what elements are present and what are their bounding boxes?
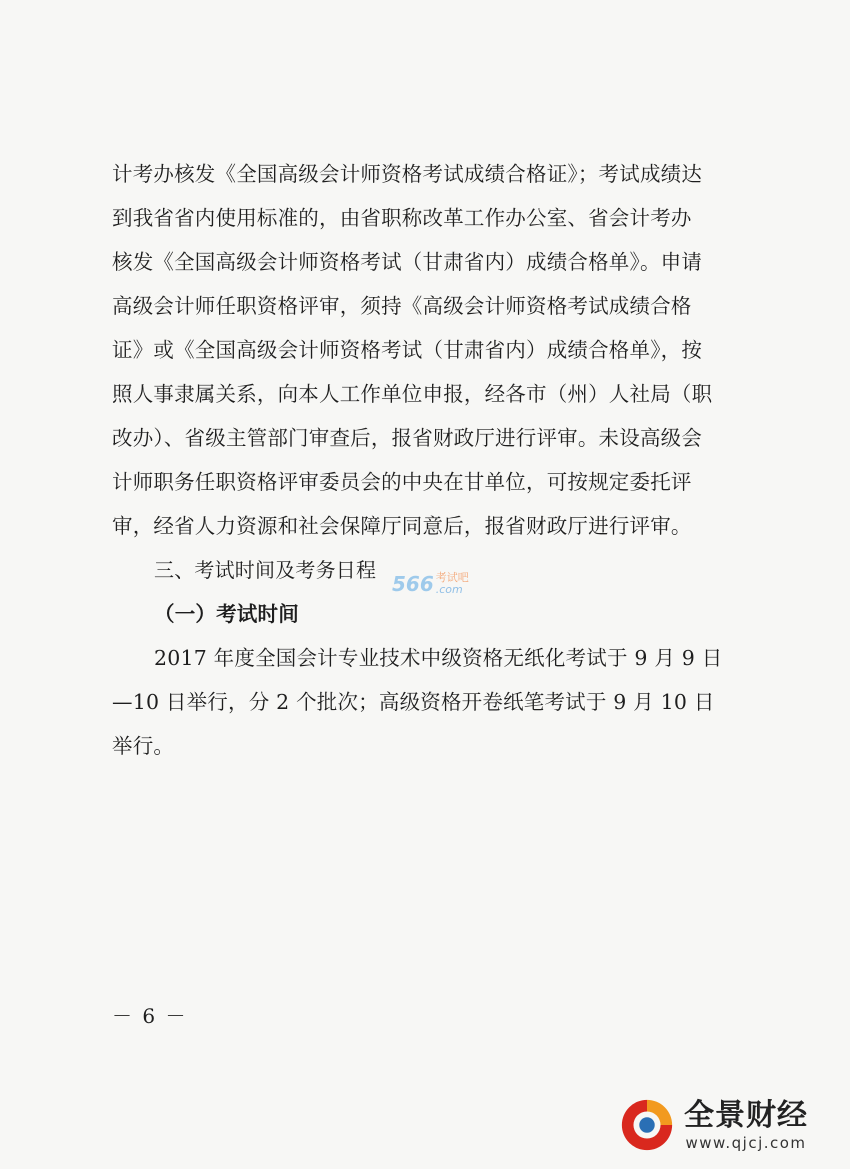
watermark-number: 566 [392, 572, 434, 596]
text-line: 证》或《全国高级会计师资格考试（甘肃省内）成绩合格单》，按 [112, 338, 703, 362]
text-line: 审，经省人力资源和社会保障厅同意后，报省财政厅进行评审。 [112, 514, 692, 538]
text-line: —10 日举行，分 2 个批次；高级资格开卷纸笔考试于 9 月 10 日 [112, 690, 715, 714]
text-line: 举行。 [112, 734, 175, 758]
brand-name: 全景财经 [684, 1098, 808, 1133]
section-heading: 三、考试时间及考务日程 [154, 558, 377, 582]
text-line: 计考办核发《全国高级会计师资格考试成绩合格证》；考试成绩达 [112, 162, 703, 186]
text-line: 计师职务任职资格评审委员会的中央在甘单位，可按规定委托评 [112, 470, 692, 494]
sub-heading: （一）考试时间 [154, 602, 299, 626]
text-line: 改办）、省级主管部门审查后，报省财政厅进行评审。未设高级会 [112, 426, 703, 450]
text-line: 高级会计师任职资格评审，须持《高级会计师资格考试成绩合格 [112, 294, 692, 318]
brand-logo [618, 1096, 808, 1154]
brand-swirl-icon [618, 1096, 676, 1154]
page-number: － 6 － [112, 1004, 188, 1028]
watermark-name: 考试吧 [435, 571, 469, 584]
site-watermark [392, 572, 469, 596]
document-body [112, 152, 722, 768]
paragraph-exam-certificate [112, 152, 722, 548]
text-line: 照人事隶属关系，向本人工作单位申报，经各市（州）人社局（职 [112, 382, 713, 406]
text-line: 到我省省内使用标准的，由省职称改革工作办公室、省会计考办 [112, 206, 692, 230]
watermark-domain: .com [435, 583, 463, 596]
brand-url: www.qjcj.com [685, 1134, 807, 1152]
text-line: 核发《全国高级会计师资格考试（甘肃省内）成绩合格单》。申请 [112, 250, 703, 274]
paragraph-exam-time [112, 636, 722, 768]
text-line: 2017 年度全国会计专业技术中级资格无纸化考试于 9 月 9 日 [154, 646, 723, 670]
